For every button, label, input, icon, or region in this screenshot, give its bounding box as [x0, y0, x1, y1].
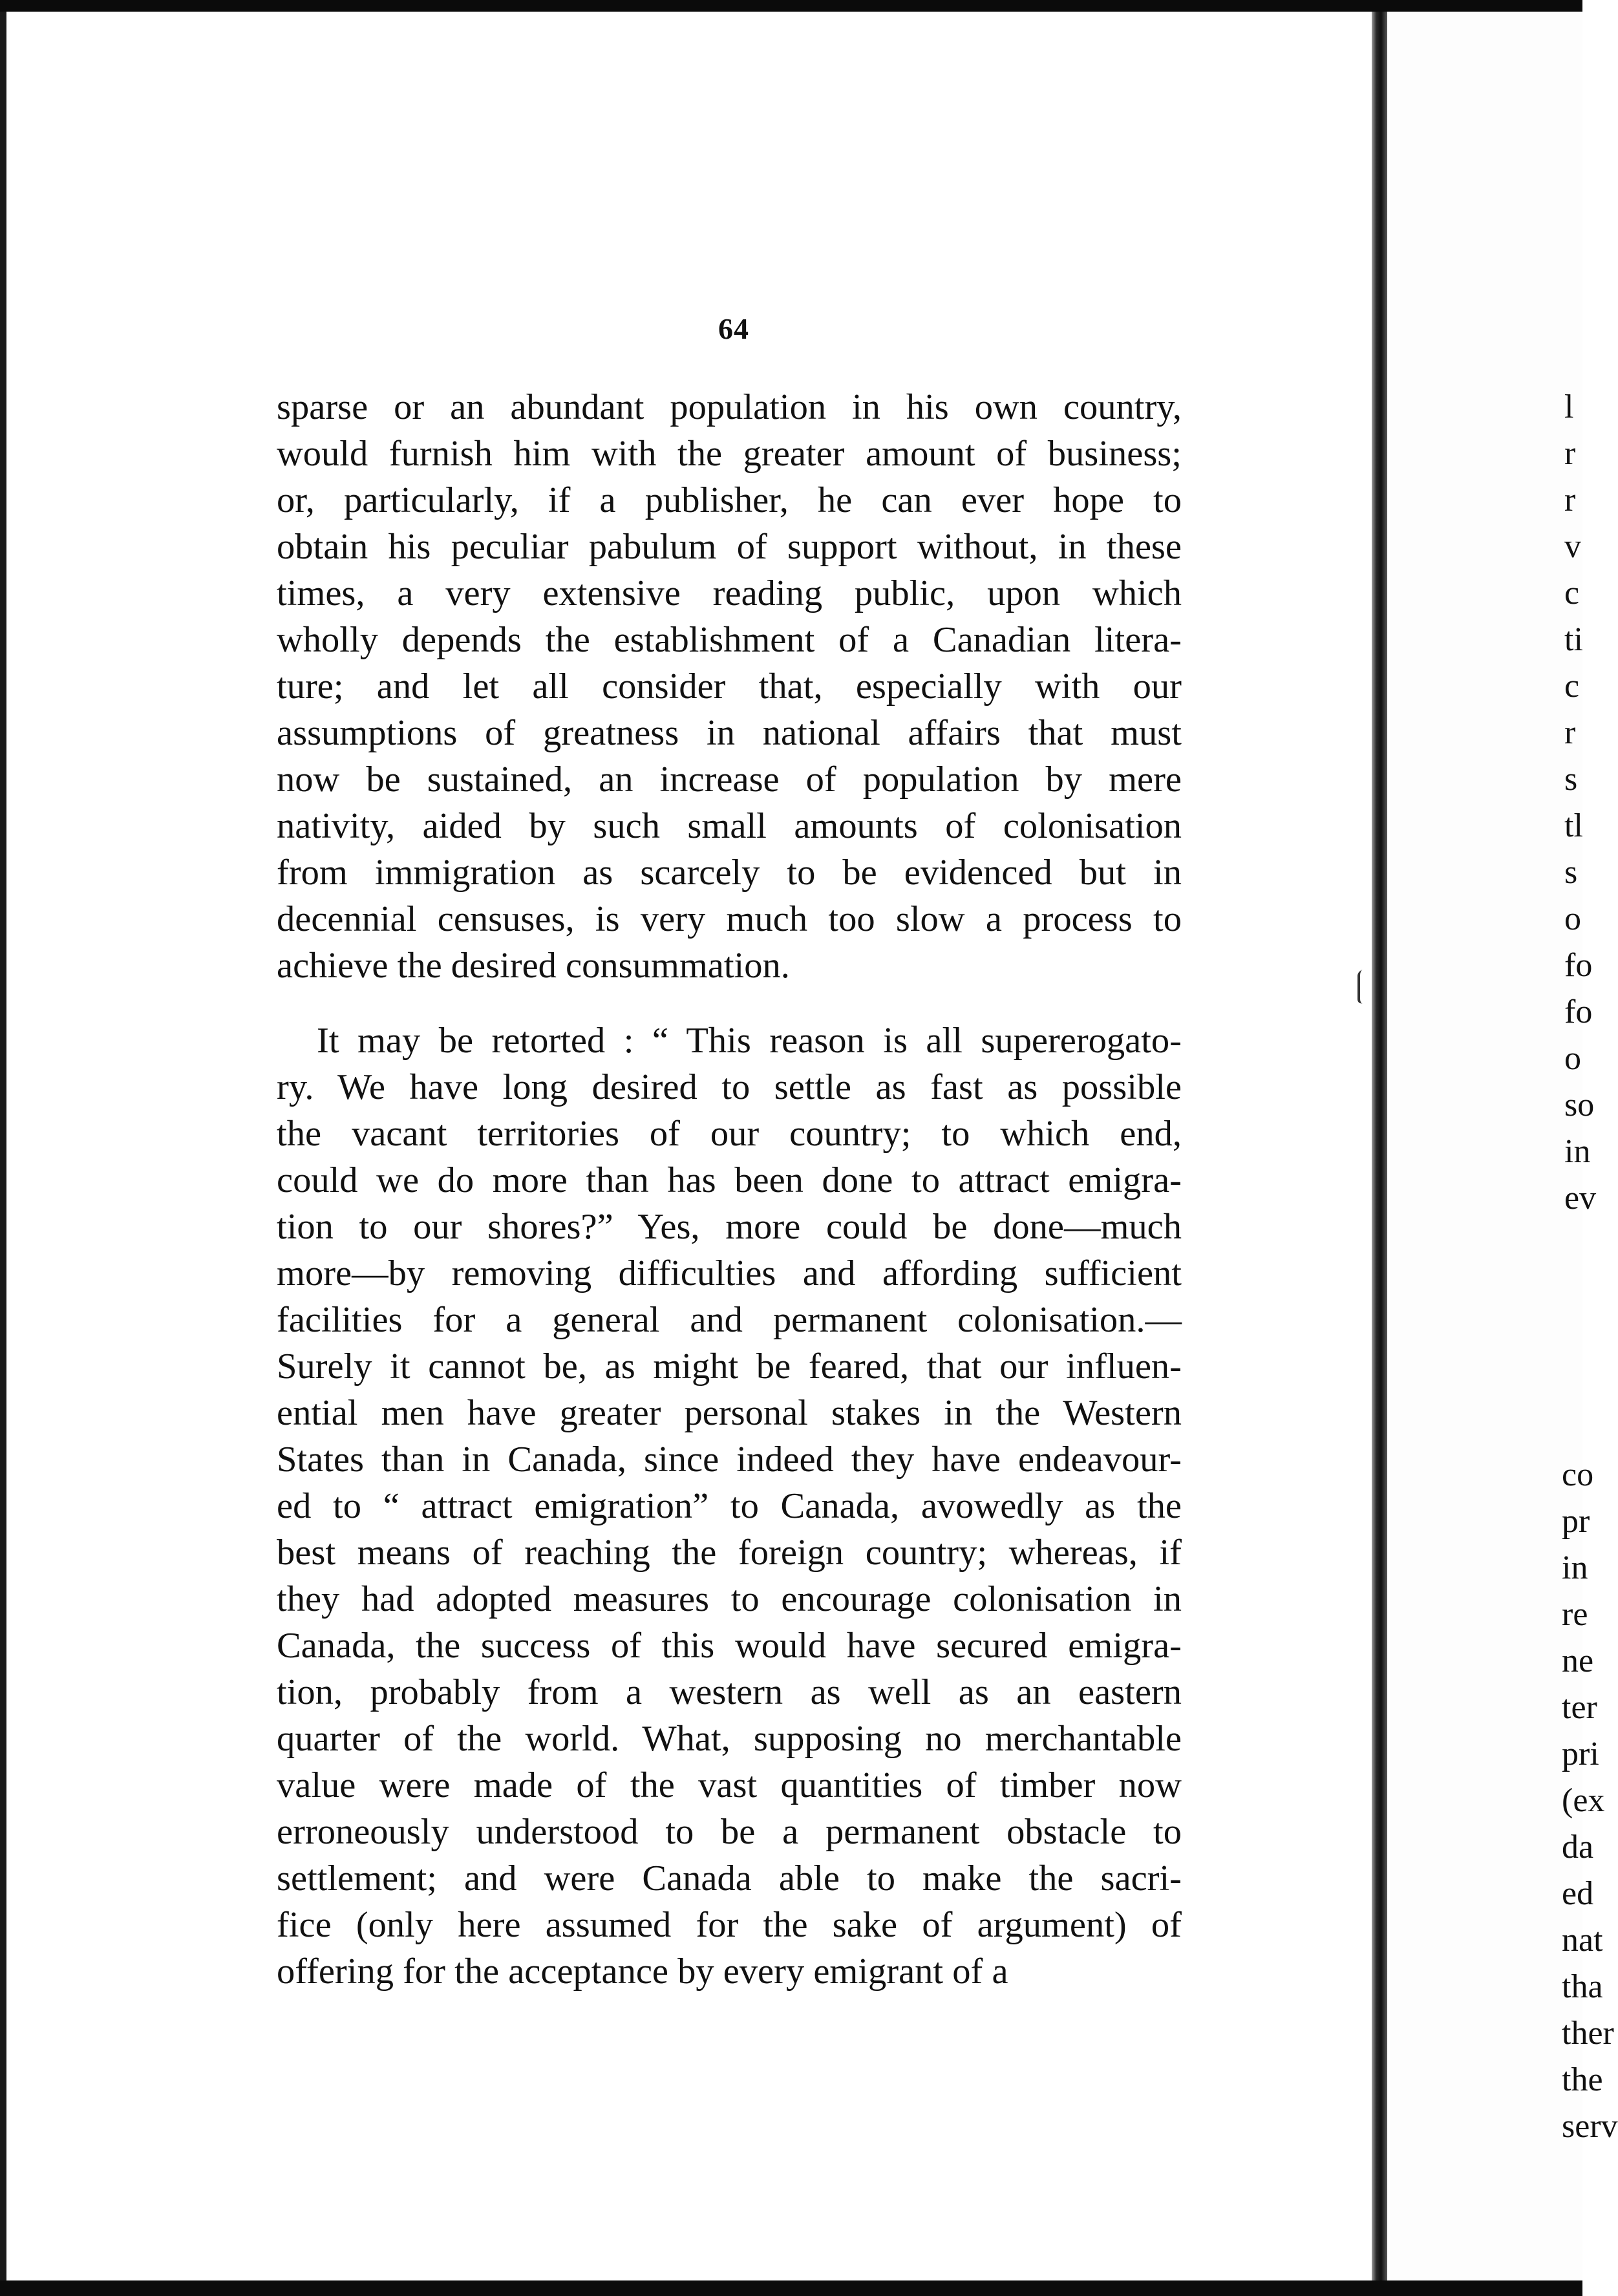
text-line: could we do more than has been done to attract emigra-	[277, 1160, 1182, 1200]
facing-page-fragment: da	[1562, 1829, 1594, 1865]
facing-page-fragment: tl	[1564, 807, 1583, 844]
facing-page-text-upper	[1564, 384, 1597, 1222]
text-line: ture; and let all consider that, especially with our	[277, 666, 1182, 707]
text-line: would furnish him with the greater amount of business;	[277, 434, 1182, 474]
text-line: the vacant territories of our country; to which end,	[277, 1114, 1182, 1154]
text-line: Surely it cannot be, as might be feared, that our influen-	[277, 1346, 1182, 1387]
book-gutter	[1372, 12, 1387, 2280]
facing-page-fragment: nat	[1562, 1922, 1603, 1959]
text-line: It may be retorted : “ This reason is all supererogato-	[317, 1021, 1182, 1061]
facing-page-fragment: l	[1564, 388, 1574, 425]
facing-page-fragment: r	[1564, 435, 1576, 472]
facing-page-fragment: (ex	[1562, 1782, 1605, 1819]
scan-artifact-mark	[1357, 968, 1369, 1004]
text-line: they had adopted measures to encourage colonisation in	[277, 1579, 1182, 1619]
text-line: from immigration as scarcely to be evidenced but in	[277, 853, 1182, 893]
facing-page-fragment: r	[1564, 482, 1576, 518]
text-line: quarter of the world. What, supposing no merchantable	[277, 1719, 1182, 1759]
facing-page-fragment: o	[1564, 1040, 1581, 1077]
text-line: wholly depends the establishment of a Canadian litera-	[277, 620, 1182, 660]
text-line: ed to “ attract emigration” to Canada, avowedly as the	[277, 1486, 1182, 1526]
text-line: decennial censuses, is very much too slow a process to	[277, 899, 1182, 939]
facing-page-fragment: serv	[1562, 2108, 1618, 2145]
text-line: fice (only here assumed for the sake of argument) of	[277, 1905, 1182, 1945]
text-line: achieve the desired consummation.	[277, 946, 790, 986]
text-line: erroneously understood to be a permanent obstacle to	[277, 1812, 1182, 1852]
facing-page-fragment: v	[1564, 528, 1581, 565]
text-line: obtain his peculiar pabulum of support without, in these	[277, 527, 1182, 567]
facing-page-fragment: s	[1564, 761, 1578, 798]
facing-page-fragment: co	[1562, 1456, 1594, 1493]
facing-page-fragment: c	[1564, 575, 1580, 611]
text-line: Canada, the success of this would have secured emigra-	[277, 1626, 1182, 1666]
facing-page-fragment: s	[1564, 854, 1578, 891]
facing-page-fragment: ther	[1562, 2015, 1614, 2052]
facing-page-fragment: in	[1562, 1549, 1588, 1586]
text-line: ry. We have long desired to settle as fast as possible	[277, 1067, 1182, 1107]
text-line: now be sustained, an increase of population by mere	[277, 760, 1182, 800]
text-line: or, particularly, if a publisher, he can ever hope to	[277, 480, 1182, 520]
text-line: tion to our shores?” Yes, more could be done—much	[277, 1207, 1182, 1247]
facing-page-fragment: pri	[1562, 1736, 1599, 1772]
text-line: ential men have greater personal stakes in the Western	[277, 1393, 1182, 1433]
facing-page-fragment: the	[1562, 2061, 1603, 2098]
facing-page-fragment: ter	[1562, 1689, 1597, 1726]
text-line: times, a very extensive reading public, upon which	[277, 573, 1182, 613]
text-line: offering for the acceptance by every emigrant of a	[277, 1951, 1008, 1992]
text-line: best means of reaching the foreign country; whereas, if	[277, 1533, 1182, 1573]
scan-bottom-border	[0, 2280, 1582, 2296]
facing-page-fragment: ev	[1564, 1180, 1597, 1217]
scan-left-border	[0, 12, 6, 2280]
facing-page-fragment: ti	[1564, 621, 1583, 658]
facing-page-text-lower	[1562, 1452, 1618, 2150]
page-number: 64	[718, 312, 749, 345]
facing-page-fragment: fo	[1564, 947, 1593, 984]
facing-page-fragment: c	[1564, 668, 1580, 705]
facing-page-fragment: tha	[1562, 1968, 1603, 2005]
text-line: facilities for a general and permanent colonisation.—	[277, 1300, 1182, 1340]
text-line: tion, probably from a western as well as an eastern	[277, 1672, 1182, 1712]
body-text	[277, 384, 1182, 1995]
facing-page-fragment: re	[1562, 1596, 1588, 1633]
paragraph-gap	[277, 989, 1182, 1017]
text-line: value were made of the vast quantities of timber now	[277, 1765, 1182, 1805]
facing-page-fragment: ed	[1562, 1875, 1594, 1912]
text-line: more—by removing difficulties and affording sufficient	[277, 1253, 1182, 1293]
facing-page-fragment: ne	[1562, 1642, 1594, 1679]
facing-page-fragment: in	[1564, 1133, 1591, 1170]
facing-page-fragment: fo	[1564, 994, 1593, 1030]
facing-page-fragment: r	[1564, 714, 1576, 751]
facing-page-fragment: so	[1564, 1087, 1595, 1123]
facing-page-fragment: pr	[1562, 1503, 1590, 1540]
text-line: States than in Canada, since indeed they have endeavour-	[277, 1440, 1182, 1480]
facing-page-fragment: o	[1564, 900, 1581, 937]
text-line: assumptions of greatness in national affairs that must	[277, 713, 1182, 753]
text-line: nativity, aided by such small amounts of colonisation	[277, 806, 1182, 846]
text-line: sparse or an abundant population in his own country,	[277, 387, 1182, 427]
text-line: settlement; and were Canada able to make the sacri-	[277, 1858, 1182, 1898]
scan-top-border	[0, 0, 1582, 12]
